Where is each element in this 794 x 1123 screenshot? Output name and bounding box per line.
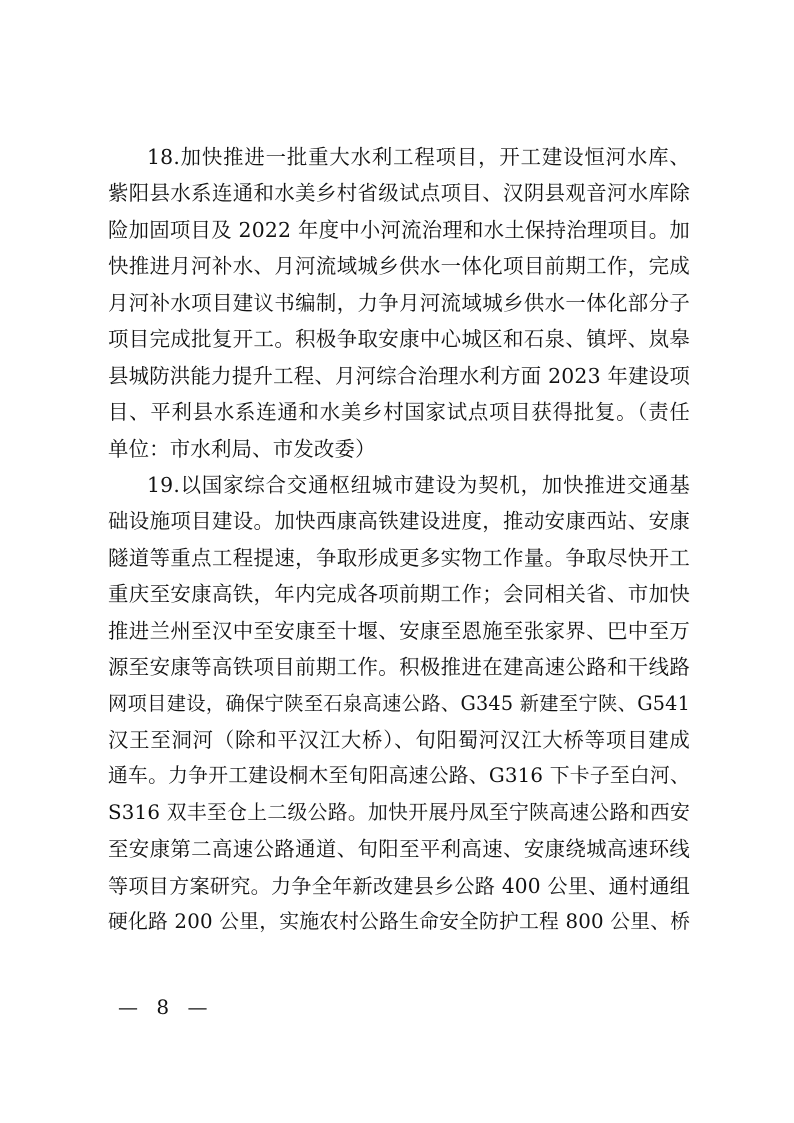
text-line: 险加固项目及 2022 年度中小河流治理和水土保持治理项目。加 (108, 217, 690, 242)
text-line: 项目完成批复开工。积极争取安康中心城区和石泉、镇坪、岚皋 (108, 327, 690, 352)
text-line: 19.以国家综合交通枢纽城市建设为契机，加快推进交通基 (147, 472, 690, 497)
document-body (108, 139, 690, 941)
text-line: S316 双丰至仓上二级公路。加快开展丹凤至宁陕高速公路和西安 (108, 800, 690, 824)
text-line: 月河补水项目建议书编制，力争月河流域城乡供水一体化部分子 (108, 290, 690, 315)
text-line: 源至安康等高铁项目前期工作。积极推进在建高速公路和干线路 (108, 655, 690, 680)
text-line: 汉王至洞河（除和平汉江大桥）、旬阳蜀河汉江大桥等项目建成 (108, 728, 690, 752)
text-line: 重庆至安康高铁，年内完成各项前期工作；会同相关省、市加快 (108, 582, 690, 607)
text-line: 等项目方案研究。力争全年新改建县乡公路 400 公里、通村通组 (108, 873, 690, 898)
text-line: 硬化路 200 公里，实施农村公路生命安全防护工程 800 公里、桥 (108, 910, 691, 934)
text-line: 础设施项目建设。加快西康高铁建设进度，推动安康西站、安康 (108, 509, 690, 534)
text-line: 紫阳县水系连通和水美乡村省级试点项目、汉阴县观音河水库除 (108, 181, 690, 206)
text-line: 至安康第二高速公路通道、旬阳至平利高速、安康绕城高速环线 (108, 837, 690, 862)
text-line: 县城防洪能力提升工程、月河综合治理水利方面 2023 年建设项 (108, 363, 690, 388)
text-line: 18.加快推进一批重大水利工程项目，开工建设恒河水库、 (147, 145, 690, 169)
text-line: 单位：市水利局、市发改委） (108, 436, 376, 461)
text-line: 目、平利县水系连通和水美乡村国家试点项目获得批复。（责任 (108, 400, 690, 425)
text-line: 推进兰州至汉中至安康至十堰、安康至恩施至张家界、巴中至万 (108, 618, 690, 643)
text-line: 快推进月河补水、月河流域城乡供水一体化项目前期工作，完成 (108, 254, 690, 279)
text-line: 通车。力争开工建设桐木至旬阳高速公路、G316 下卡子至白河、 (108, 764, 690, 788)
text-line: 隧道等重点工程提速，争取形成更多实物工作量。争取尽快开工 (108, 545, 690, 570)
page-number: — 8 — (118, 995, 214, 1019)
paragraph-19 (108, 467, 690, 941)
text-line: 网项目建设，确保宁陕至石泉高速公路、G345 新建至宁陕、G541 (108, 691, 690, 715)
paragraph-18 (108, 139, 690, 467)
